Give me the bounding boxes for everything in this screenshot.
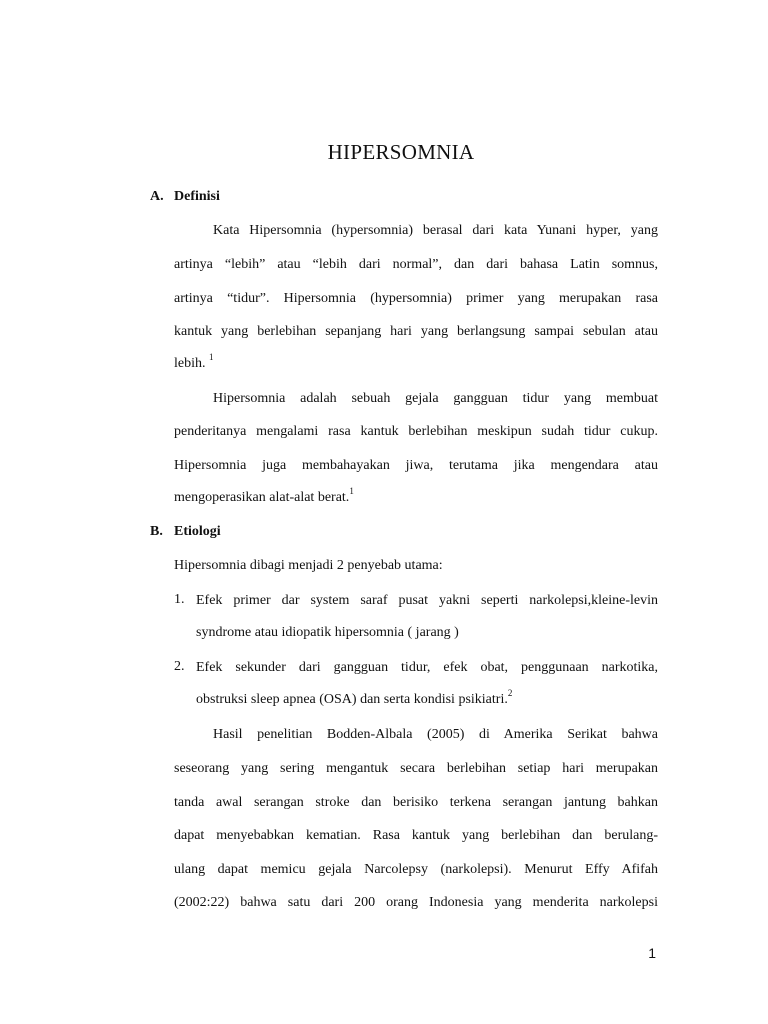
- list-item-last-line: [196, 688, 513, 708]
- paragraph-line: ulang dapat memicu gejala Narcolepsy (narkolepsi). Menurut Effy Afifah: [174, 862, 658, 877]
- section-b-marker: B.: [150, 524, 163, 539]
- paragraph-last-line: [174, 352, 214, 372]
- paragraph-line: artinya “tidur”. Hipersomnia (hypersomnia) primer yang merupakan rasa: [174, 291, 658, 306]
- list-item-line: Efek sekunder dari gangguan tidur, efek obat, penggunaan narkotika,: [196, 660, 658, 675]
- section-a-heading: Definisi: [174, 189, 220, 204]
- footnote-marker: 1: [209, 352, 214, 362]
- list-item-line: syndrome atau idiopatik hipersomnia ( jarang ): [196, 625, 459, 640]
- paragraph-line: (2002:22) bahwa satu dari 200 orang Indonesia yang menderita narkolepsi: [174, 895, 658, 910]
- paragraph-last-line: [174, 486, 354, 506]
- list-item-number: 2.: [174, 659, 185, 674]
- paragraph-line: artinya “lebih” atau “lebih dari normal”, dan dari bahasa Latin somnus,: [174, 257, 658, 272]
- paragraph-line: dapat menyebabkan kematian. Rasa kantuk yang berlebihan dan berulang-: [174, 828, 658, 843]
- footnote-marker: 2: [507, 688, 513, 698]
- paragraph-line: Hipersomnia juga membahayakan jiwa, terutama jika mengendara atau: [174, 458, 658, 473]
- paragraph-line: Hipersomnia adalah sebuah gejala gangguan tidur yang membuat: [213, 391, 658, 406]
- list-item-number: 1.: [174, 592, 185, 607]
- paragraph-text: lebih.: [174, 356, 206, 371]
- paragraph-line: Kata Hipersomnia (hypersomnia) berasal dari kata Yunani hyper, yang: [213, 223, 658, 238]
- section-intro: Hipersomnia dibagi menjadi 2 penyebab utama:: [174, 558, 443, 573]
- paragraph-line: penderitanya mengalami rasa kantuk berlebihan meskipun sudah tidur cukup.: [174, 424, 658, 439]
- paragraph-line: seseorang yang sering mengantuk secara berlebihan setiap hari merupakan: [174, 761, 658, 776]
- section-b-heading: Etiologi: [174, 524, 221, 539]
- paragraph-line: tanda awal serangan stroke dan berisiko terkena serangan jantung bahkan: [174, 795, 658, 810]
- footnote-marker: 1: [349, 486, 354, 496]
- page-number: 1: [648, 945, 656, 961]
- list-item-text: obstruksi sleep apnea (OSA) dan serta kondisi psikiatri.: [196, 692, 508, 707]
- list-item-line: Efek primer dar system saraf pusat yakni seperti narkolepsi,kleine-levin: [196, 593, 658, 608]
- document-title: HIPERSOMNIA: [327, 140, 475, 164]
- paragraph-line: kantuk yang berlebihan sepanjang hari yang berlangsung sampai sebulan atau: [174, 324, 658, 339]
- section-a-marker: A.: [150, 189, 164, 204]
- paragraph-line: Hasil penelitian Bodden-Albala (2005) di Amerika Serikat bahwa: [213, 727, 658, 742]
- paragraph-text: mengoperasikan alat-alat berat.: [174, 490, 350, 505]
